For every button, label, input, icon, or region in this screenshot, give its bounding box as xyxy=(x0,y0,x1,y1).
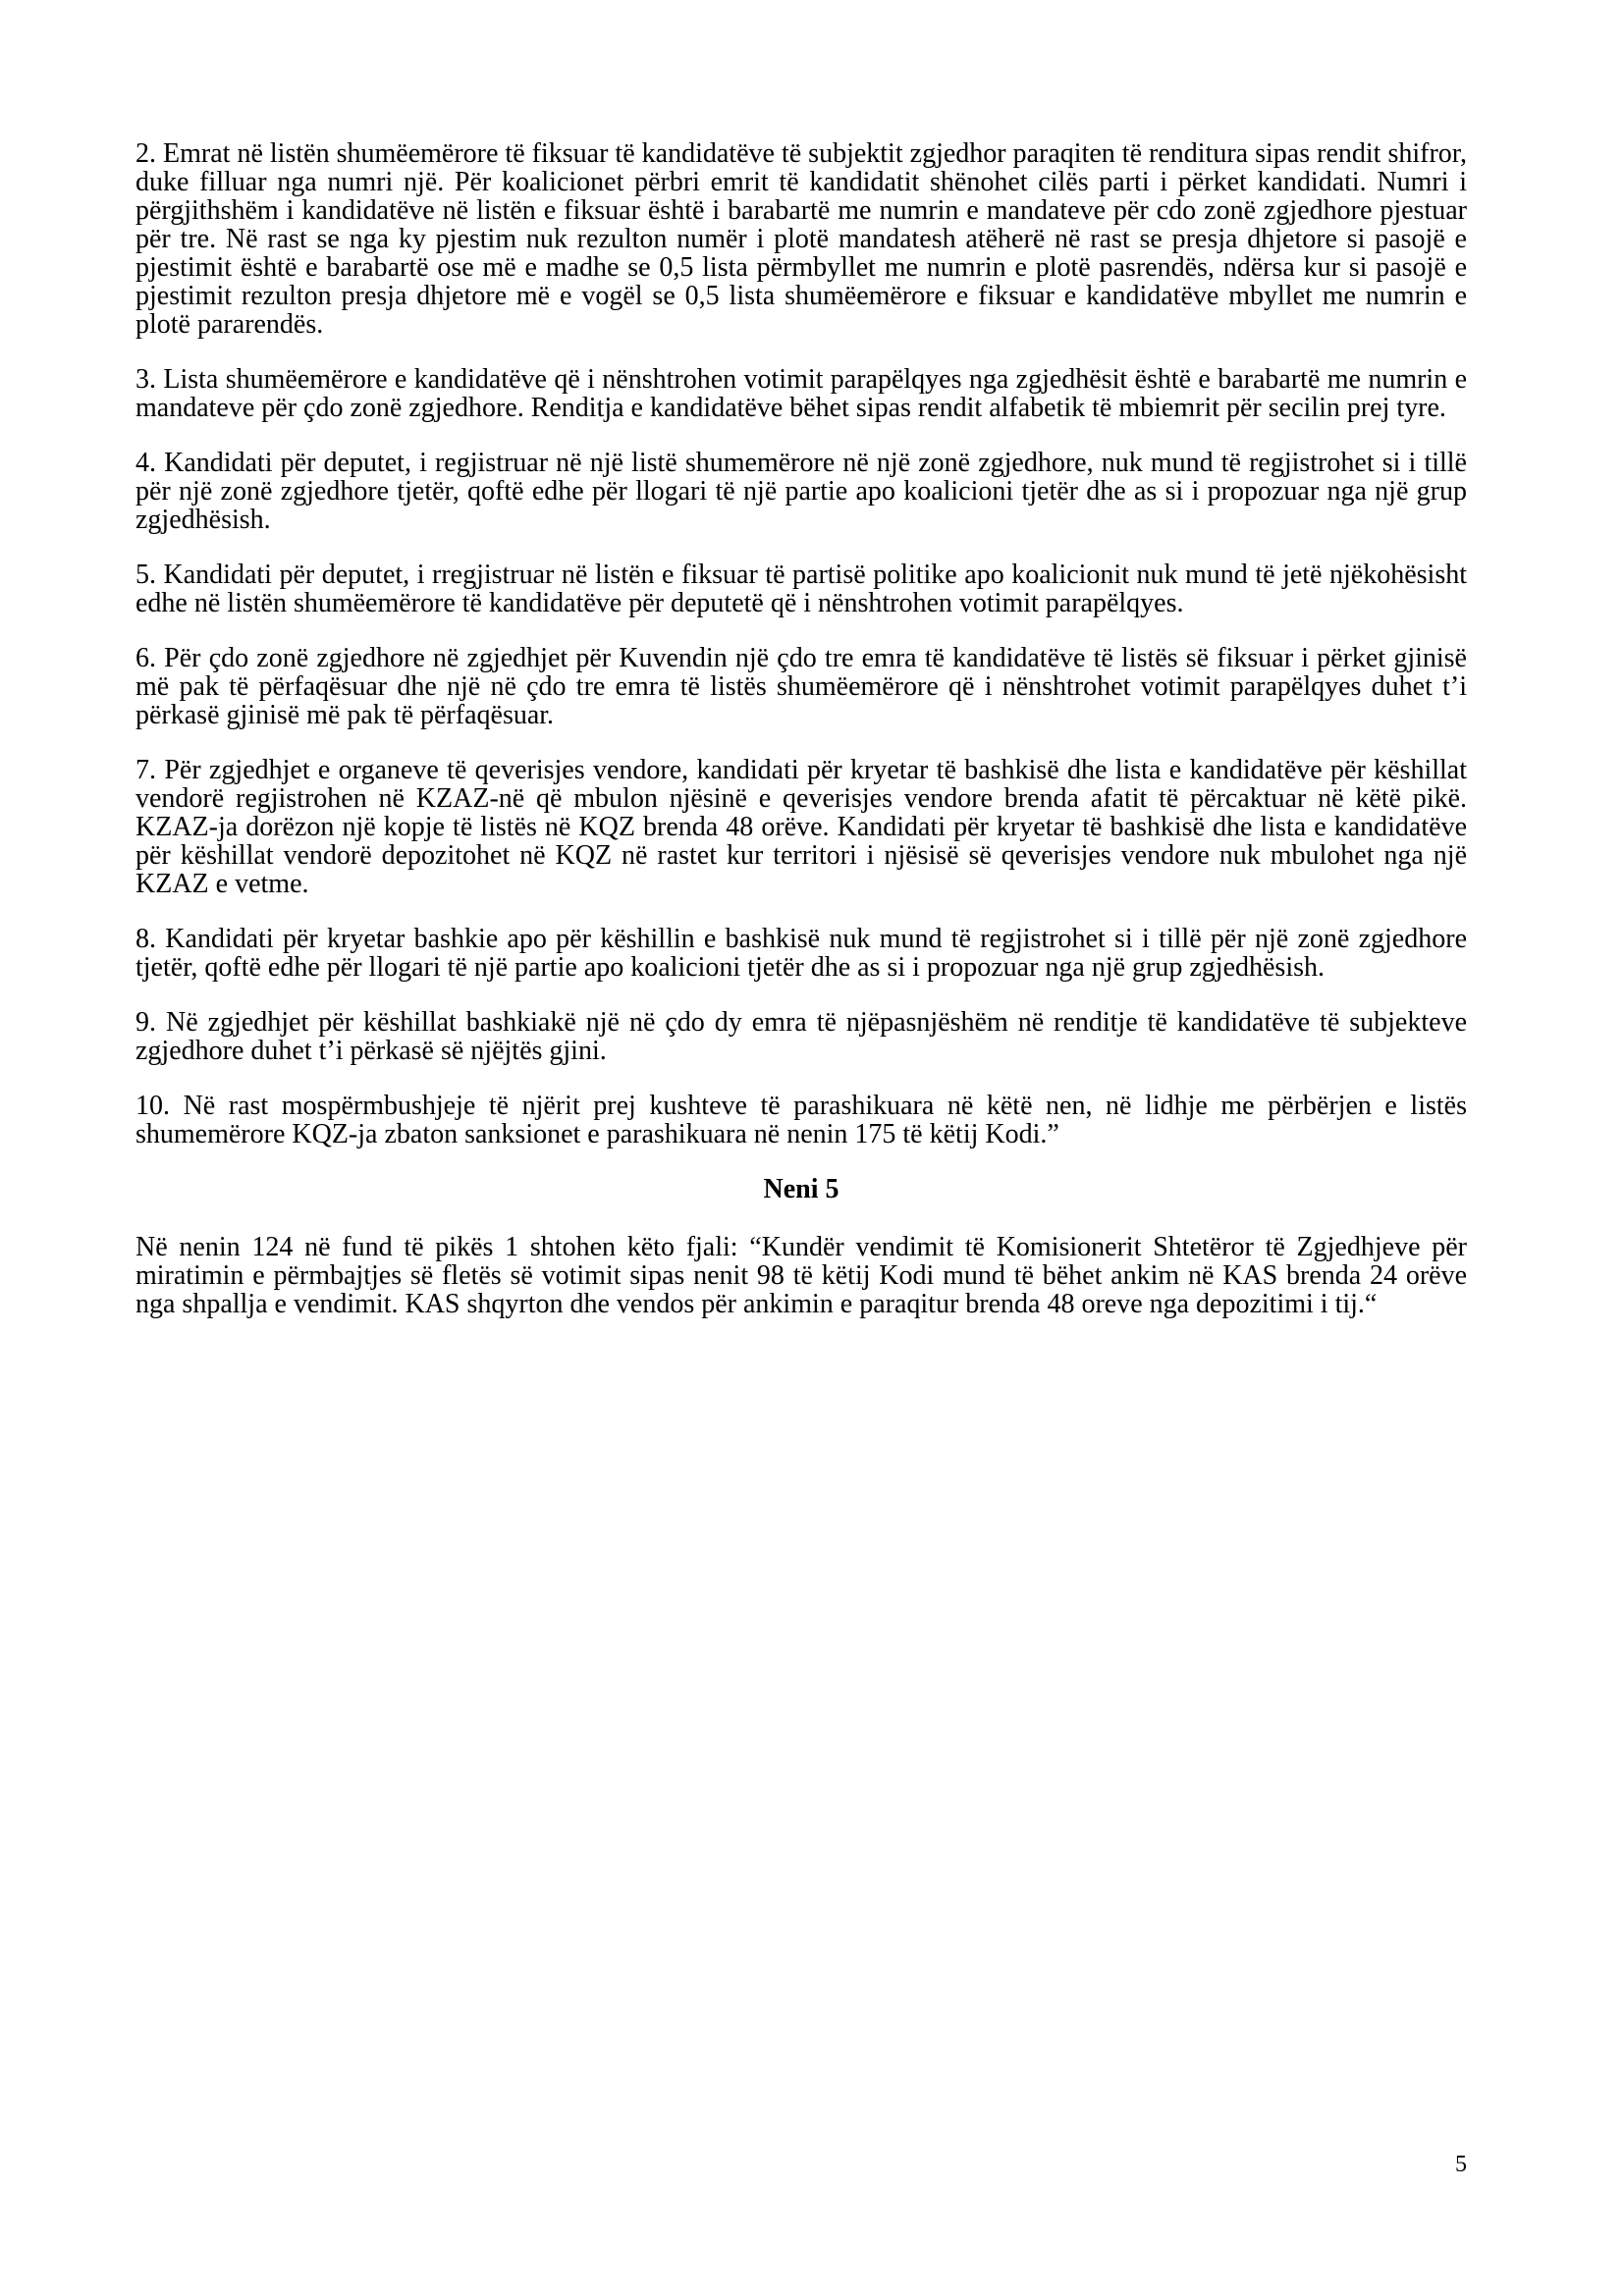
page-number: 5 xyxy=(1455,2152,1467,2177)
paragraph-9: 9. Në zgjedhjet për këshillat bashkiakë një në çdo dy emra të njëpasnjëshëm në renditje të kandidatëve të subjekteve zgjedhore duhet t’i përkasë së njëjtës gjini. xyxy=(135,1007,1467,1066)
paragraph-7: 7. Për zgjedhjet e organeve të qeverisjes vendore, kandidati për kryetar të bashkisë dhe lista e kandidatëve për këshillat vendorë regjistrohen në KZAZ-në që mbulon njësinë e qeverisjes vendore brenda afatit të përcaktuar në këtë pikë. KZAZ-ja dorëzon një kopje të listës në KQZ brenda 48 orëve. Kandidati për kryetar të bashkisë dhe lista e kandidatëve për këshillat vendorë depozitohet në KQZ në rastet kur territori i njësisë së qeverisjes vendore nuk mbulohet nga një KZAZ e vetme. xyxy=(135,755,1467,899)
section-heading-neni-5: Neni 5 xyxy=(763,1174,839,1204)
paragraph-5: 5. Kandidati për deputet, i rregjistruar në listën e fiksuar të partisë politike apo koalicionit nuk mund të jetë njëkohësisht edhe në listën shumëemërore të kandidatëve për deputetë që i nënshtrohen votimit parapëlqyes. xyxy=(135,560,1467,618)
paragraph-10: 10. Në rast mospërmbushjeje të njërit prej kushteve të parashikuara në këtë nen, në lidhje me përbërjen e listës shumemërore KQZ-ja zbaton sanksionet e parashikuara në nenin 175 të këtij Kodi.” xyxy=(135,1091,1467,1149)
closing-paragraph: Në nenin 124 në fund të pikës 1 shtohen këto fjali: “Kundër vendimit të Komisionerit Shtetëror të Zgjedhjeve për miratimin e përmbajtjes së fletës së votimit sipas nenit 98 të këtij Kodi mund të bëhet ankim në KAS brenda 24 orëve nga shpallja e vendimit. KAS shqyrton dhe vendos për ankimin e paraqitur brenda 48 oreve nga depozitimi i tij.“ xyxy=(135,1232,1467,1319)
paragraph-8: 8. Kandidati për kryetar bashkie apo për këshillin e bashkisë nuk mund të regjistrohet si i tillë për një zonë zgjedhore tjetër, qoftë edhe për llogari të një partie apo koalicioni tjetër dhe as si i propozuar nga një grup zgjedhësish. xyxy=(135,924,1467,983)
paragraph-6: 6. Për çdo zonë zgjedhore në zgjedhjet për Kuvendin një çdo tre emra të kandidatëve të listës së fiksuar i përket gjinisë më pak të përfaqësuar dhe një në çdo tre emra të listës shumëemërore që i nënshtrohet votimit parapëlqyes duhet t’i përkasë gjinisë më pak të përfaqësuar. xyxy=(135,643,1467,730)
paragraph-3: 3. Lista shumëemërore e kandidatëve që i nënshtrohen votimit parapëlqyes nga zgjedhësit është e barabartë me numrin e mandateve për çdo zonë zgjedhore. Renditja e kandidatëve bëhet sipas rendit alfabetik të mbiemrit për secilin prej tyre. xyxy=(135,364,1467,423)
paragraph-2: 2. Emrat në listën shumëemërore të fiksuar të kandidatëve të subjektit zgjedhor paraqiten të renditura sipas rendit shifror, duke filluar nga numri një. Për koalicionet përbri emrit të kandidatit shënohet cilës parti i përket kandidati. Numri i përgjithshëm i kandidatëve në listën e fiksuar është i barabartë me numrin e mandateve për cdo zonë zgjedhore pjestuar për tre. Në rast se nga ky pjestim nuk rezulton numër i plotë mandatesh atëherë në rast se presja dhjetore si pasojë e pjestimit është e barabartë ose më e madhe se 0,5 lista përmbyllet me numrin e plotë pasrendës, ndërsa kur si pasojë e pjestimit rezulton presja dhjetore më e vogël se 0,5 lista shumëemërore e fiksuar e kandidatëve mbyllet me numrin e plotë pararendës. xyxy=(135,138,1467,340)
paragraph-4: 4. Kandidati për deputet, i regjistruar në një listë shumemërore në një zonë zgjedhore, nuk mund të regjistrohet si i tillë për një zonë zgjedhore tjetër, qoftë edhe për llogari të një partie apo koalicioni tjetër dhe as si i propozuar nga një grup zgjedhësish. xyxy=(135,448,1467,535)
document-body xyxy=(135,139,1467,1318)
